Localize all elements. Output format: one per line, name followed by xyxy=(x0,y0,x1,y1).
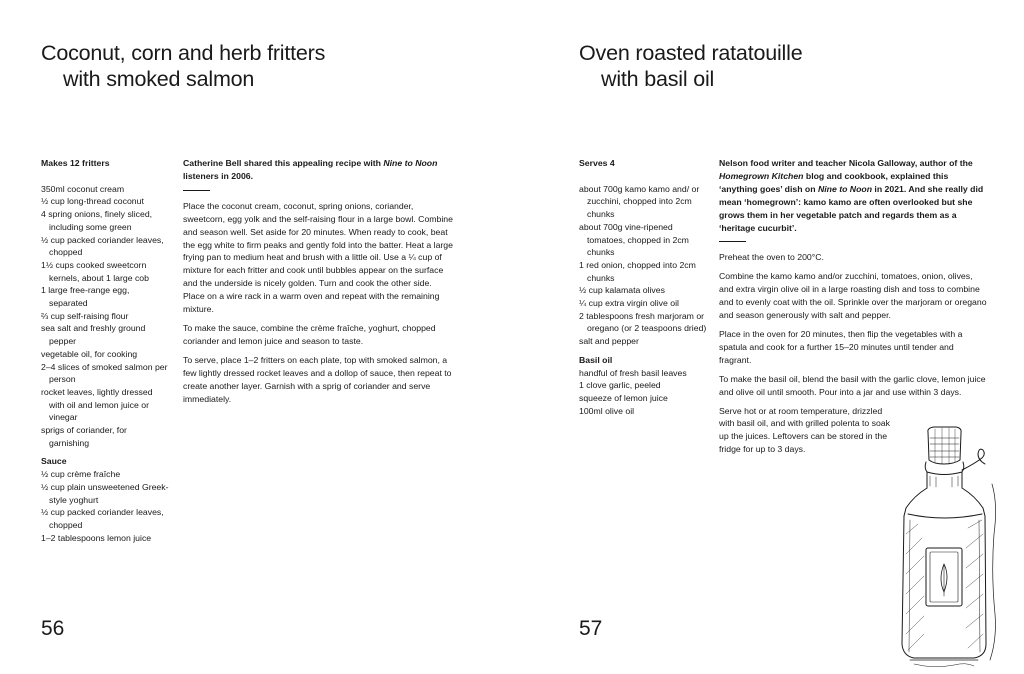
ingredient-item: about 700g vine-ripened tomatoes, chopped in 2cm chunks xyxy=(579,221,689,258)
sauce-ingredient-list xyxy=(41,468,169,544)
ingredient-item: 4 spring onions, finely sliced, including some green xyxy=(41,209,153,232)
title-line-2: with basil oil xyxy=(601,67,715,91)
ingredient-item: 100ml olive oil xyxy=(579,405,635,416)
title-line-2: with smoked salmon xyxy=(63,67,255,91)
intro-text: Catherine Bell shared this appealing recipe with xyxy=(183,158,384,168)
ingredients-column xyxy=(579,157,707,417)
ingredient-item: 2 tablespoons fresh marjoram or oregano (or 2 teaspoons dried) xyxy=(579,310,707,334)
ingredient-item: handful of fresh basil leaves xyxy=(579,367,687,378)
ingredient-item: ½ cup kalamata olives xyxy=(579,285,665,296)
basil-oil-heading: Basil oil xyxy=(579,354,613,365)
method-step: Place in the oven for 20 minutes, then flip the vegetables with a spatula and cook for a further 15–20 minutes until tender and fragrant. xyxy=(719,328,963,365)
ingredient-item: sprigs of coriander, for garnishing xyxy=(41,425,127,448)
ingredient-list xyxy=(579,183,707,348)
method-column xyxy=(183,157,453,411)
method-step: Combine the kamo kamo and/or zucchini, tomatoes, onion, olives, and extra virgin olive oil in a large roasting dish and toss to combine and to evenly coat with the oil. Sprinkle over the marjoram or oregano and season generously with salt and pepper. xyxy=(719,271,987,321)
ingredient-item: salt and pepper xyxy=(579,336,639,347)
ingredient-item: 1½ cups cooked sweetcorn kernels, about 1 large cob xyxy=(41,259,149,283)
ingredient-item: ½ cup long-thread coconut xyxy=(41,196,144,207)
ingredient-item: ½ cup plain unsweetened Greek-style yoghurt xyxy=(41,481,169,505)
recipe-yield: Serves 4 xyxy=(579,158,615,168)
method-column xyxy=(719,157,987,462)
method-step: To serve, place 1–2 fritters on each plate, top with smoked salmon, a few lightly dressed rocket leaves and a dollop of sauce, then repeat to create another layer. Garnish with a sprig of coriander and serve immediately. xyxy=(183,354,452,404)
ingredient-item: 1 red onion, chopped into 2cm chunks xyxy=(579,259,696,283)
method-step: Preheat the oven to 200°C. xyxy=(719,252,824,263)
ingredient-list xyxy=(41,183,169,450)
ingredient-item: 2–4 slices of smoked salmon per person xyxy=(41,361,168,385)
right-page xyxy=(512,0,1024,674)
recipe-title xyxy=(41,40,325,92)
title-line-1: Coconut, corn and herb fritters xyxy=(41,41,326,65)
divider xyxy=(183,190,210,191)
ingredient-item: vegetable oil, for cooking xyxy=(41,348,138,359)
intro-text: in 2021. And she really did mean ‘homegrown’: kamo kamo are often overlooked but she grows them in her vegetable patch and regards them as a ‘heritage cucurbit’. xyxy=(719,183,984,233)
ingredients-column xyxy=(41,157,169,544)
page-number: 56 xyxy=(41,617,65,640)
intro-text: Nelson food writer and teacher Nicola Galloway, author of the xyxy=(719,158,973,168)
intro-italic-text: Nine to Noon xyxy=(817,183,872,194)
ingredient-item: ¼ cup extra virgin olive oil xyxy=(579,298,679,309)
ingredient-item: 1–2 tablespoons lemon juice xyxy=(41,532,152,543)
title-line-1: Oven roasted ratatouille xyxy=(579,41,803,65)
intro-italic-text: Homegrown Kitchen xyxy=(719,170,804,181)
ingredient-item: 1 clove garlic, peeled xyxy=(579,380,661,391)
method-step: Place the coconut cream, coconut, spring onions, coriander, sweetcorn, egg yolk and the self-raising flour in a large bowl. Combine and season well. Set aside for 20 minutes. When ready to cook, beat the egg white to firm peaks and gently fold into the batter. Heat a large frying pan to medium heat and brush with a little oil. Use a ¼ cup of mixture for each fritter and cook until bubbles appear on the surface and the underside is nicely golden. Turn and cook the other side. Place on a wire rack in a warm oven and repeat with the remaining mixture. xyxy=(183,200,453,315)
intro-text: blog and cookbook, explained this ‘anything goes’ dish on xyxy=(719,170,949,194)
ingredient-item: ½ cup crème fraîche xyxy=(41,469,121,480)
recipe-intro xyxy=(183,157,453,183)
recipe-title xyxy=(579,40,802,92)
ingredient-item: sea salt and freshly ground pepper xyxy=(41,323,146,347)
ingredient-item: about 700g kamo kamo and/ or zucchini, chopped into 2cm chunks xyxy=(579,183,700,220)
method-step: To make the basil oil, blend the basil with the garlic clove, lemon juice and olive oil until smooth. Pour into a jar and use within 3 days. xyxy=(719,373,986,397)
recipe-yield: Makes 12 fritters xyxy=(41,158,110,168)
method-step: Serve hot or at room temperature, drizzled with basil oil, and with grilled polenta to soak up the juices. Leftovers can be stored in the fridge for up to 3 days. xyxy=(719,405,890,455)
ingredient-item: ½ cup packed coriander leaves, chopped xyxy=(41,507,164,530)
oil-bottle-sketch-icon xyxy=(894,424,1009,674)
divider xyxy=(719,241,746,242)
recipe-intro xyxy=(719,157,987,234)
page-number: 57 xyxy=(579,617,603,640)
ingredient-item: 350ml coconut cream xyxy=(41,183,125,194)
ingredient-item: rocket leaves, lightly dressed with oil and lemon juice or vinegar xyxy=(41,386,153,423)
basil-ingredient-list xyxy=(579,367,707,418)
sauce-heading: Sauce xyxy=(41,456,67,467)
intro-italic-text: Nine to Noon xyxy=(383,158,438,168)
ingredient-item: 1 large free-range egg, separated xyxy=(41,285,130,309)
ingredient-item: ⅔ cup self-raising flour xyxy=(41,310,129,321)
ingredient-item: squeeze of lemon juice xyxy=(579,392,668,403)
method-step: To make the sauce, combine the crème fraîche, yoghurt, chopped coriander and lemon juice and season to taste. xyxy=(183,322,436,346)
intro-text: listeners in 2006. xyxy=(183,170,254,181)
ingredient-item: ½ cup packed coriander leaves, chopped xyxy=(41,234,164,258)
